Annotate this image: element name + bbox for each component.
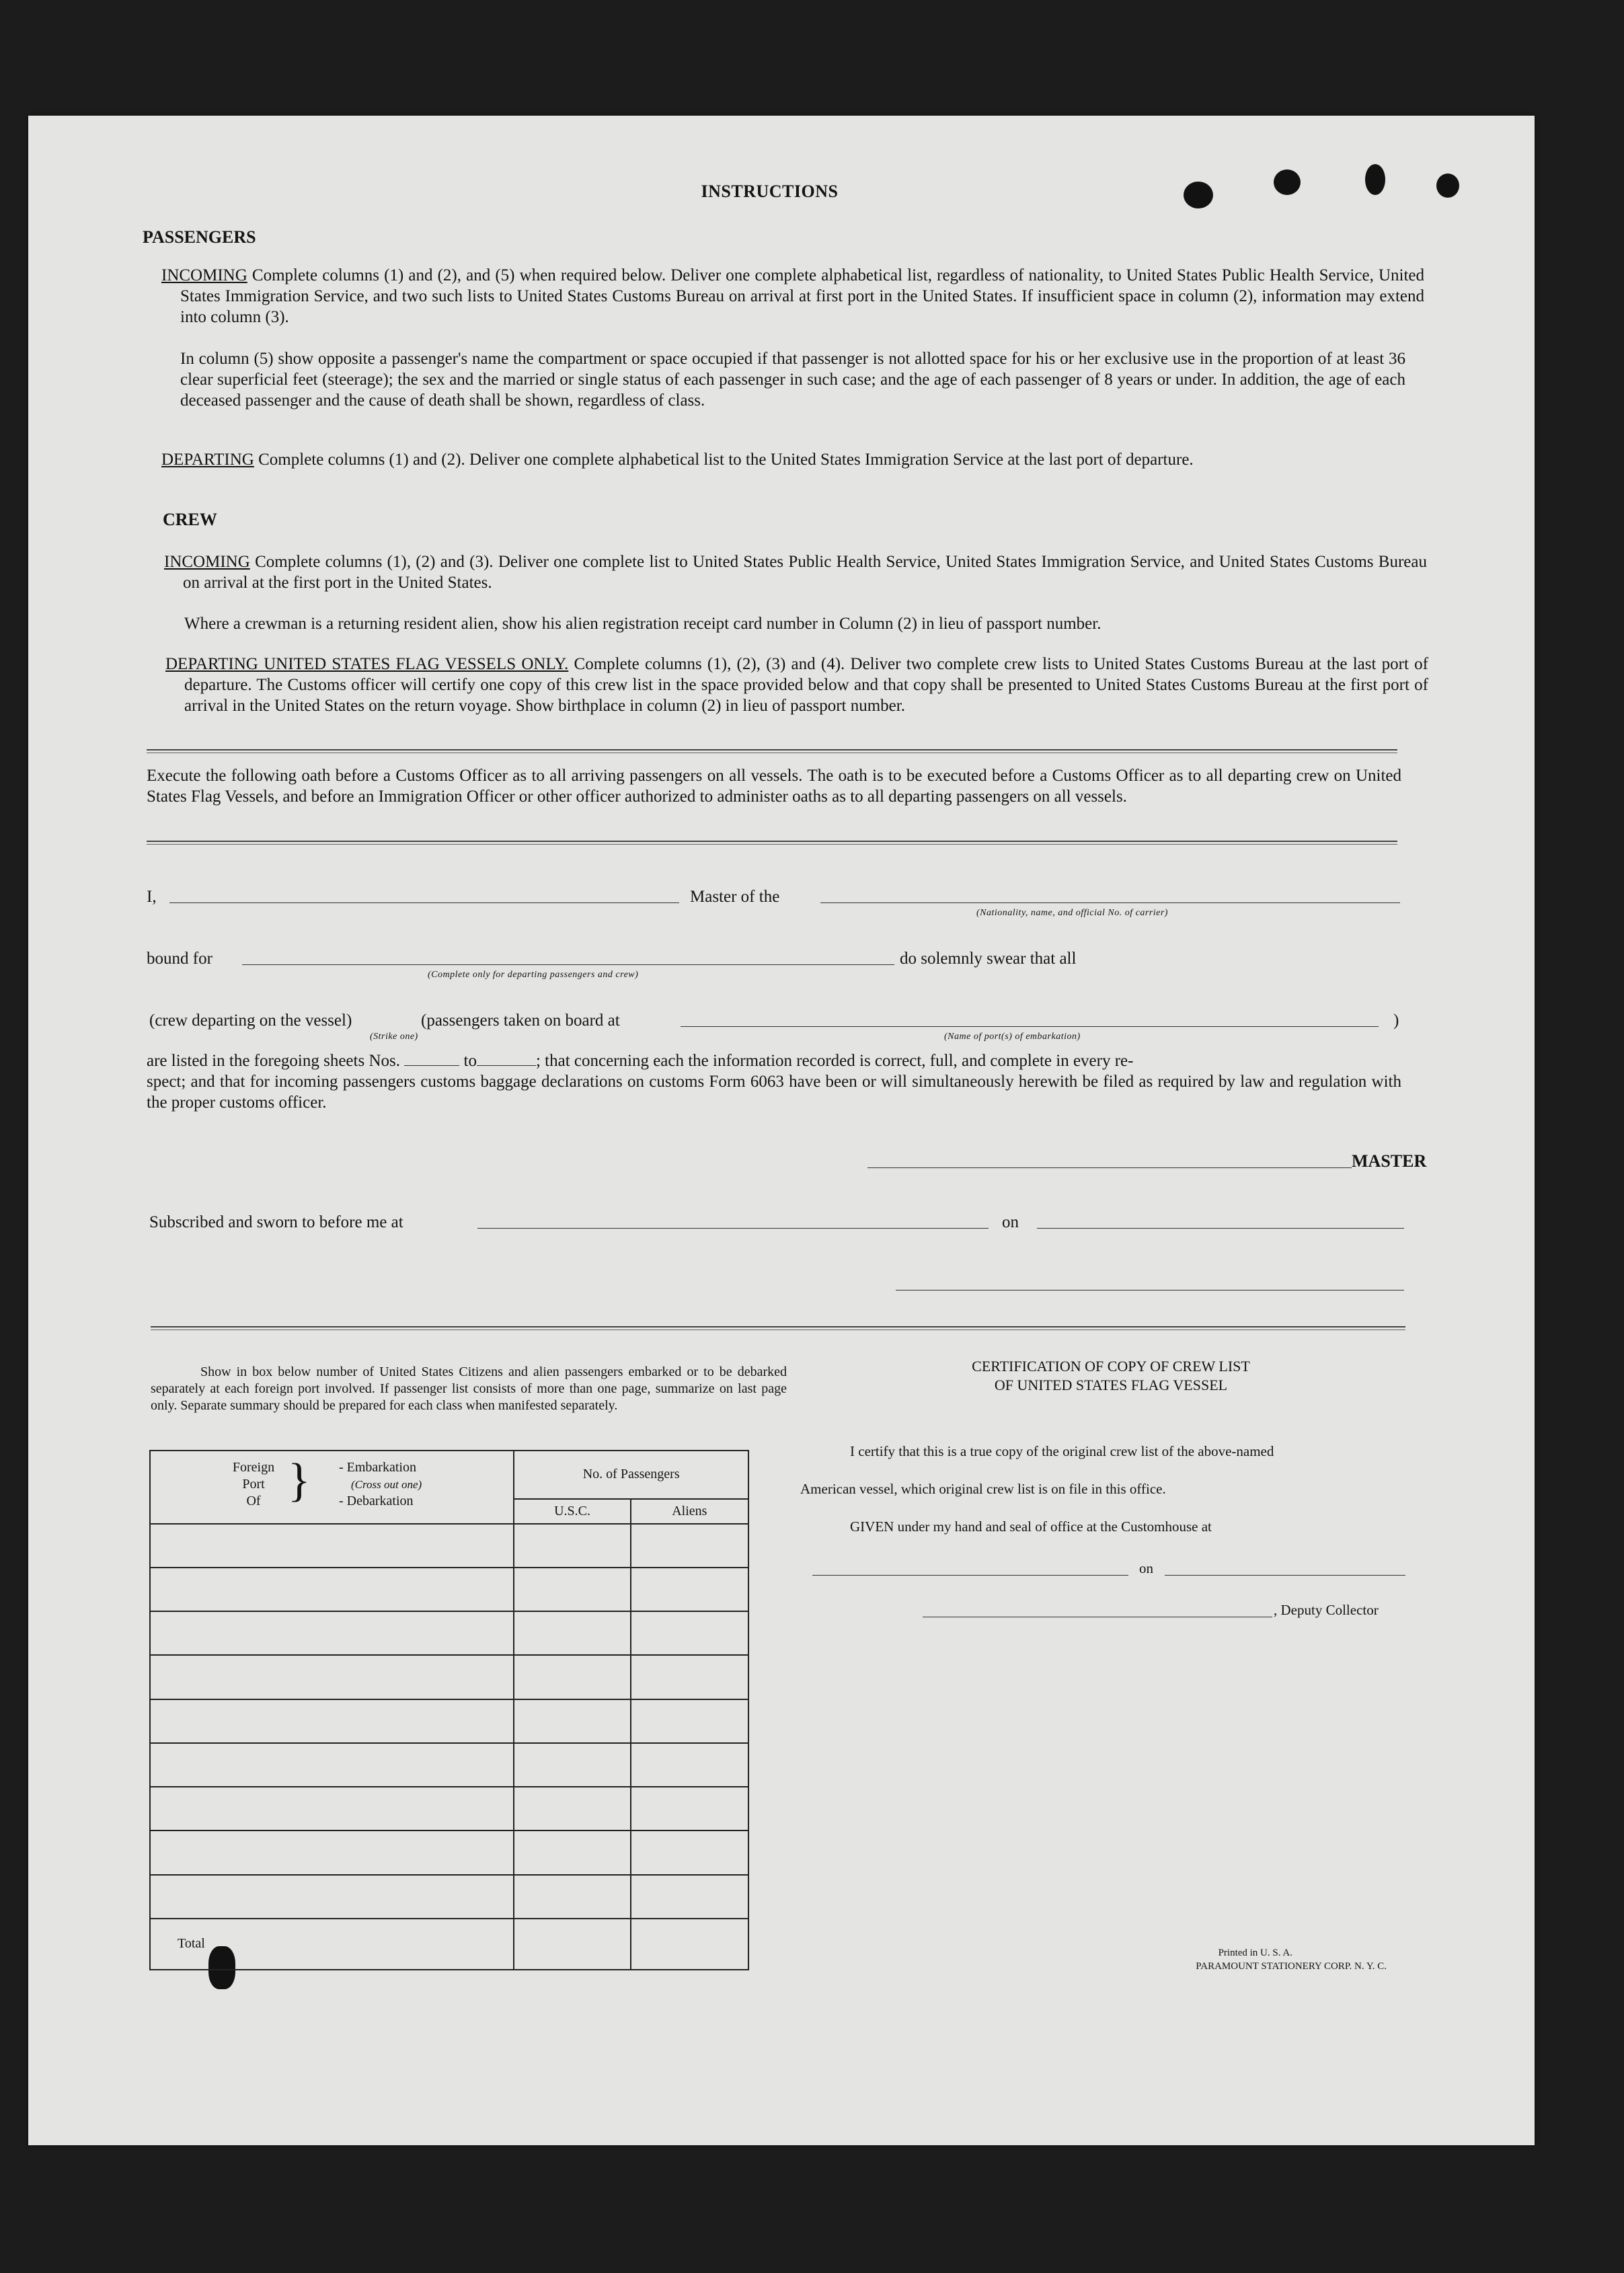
bound-for-label: bound for: [147, 950, 212, 968]
aliens-cell[interactable]: [631, 1787, 748, 1831]
master-signature-field[interactable]: [867, 1167, 1352, 1168]
crew-heading: CREW: [163, 510, 217, 529]
oath-i-label: I,: [147, 888, 157, 906]
port-cell[interactable]: [150, 1831, 514, 1874]
swear-text: do solemnly swear that all: [900, 950, 1077, 968]
bound-for-field[interactable]: [242, 964, 894, 965]
usc-total-cell[interactable]: [514, 1919, 630, 1970]
listed-line: [147, 1050, 1133, 1071]
certification-heading: [815, 1357, 1407, 1395]
embarkation-label: - Embarkation: [339, 1460, 416, 1475]
printer-imprint: [1104, 1946, 1387, 1973]
port-cell[interactable]: [150, 1699, 514, 1743]
master-of-label: Master of the: [690, 888, 780, 906]
usc-header: U.S.C.: [514, 1499, 630, 1524]
usc-cell[interactable]: [514, 1743, 630, 1787]
usc-cell[interactable]: [514, 1787, 630, 1831]
crew-incoming-paragraph: [164, 551, 1427, 593]
port-cell[interactable]: [150, 1611, 514, 1655]
certification-line-1: I certify that this is a true copy of the original crew list of the above-named: [850, 1443, 1274, 1459]
column5-paragraph: In column (5) show opposite a passenger's name the compartment or space occupied if that passenger is not allotted space for his or her exclusive use in the proportion of at least 36 clear superficial feet (steerage); the sex and the married or single status of each passenger in such case; and the age of each passenger of 8 years or under. In addition, the age of each deceased passenger and the cause of death shall be shown, regardless of class.: [180, 350, 1405, 410]
port-caption: (Name of port(s) of embarkation): [944, 1032, 1081, 1042]
sheet-to-field[interactable]: [477, 1053, 536, 1066]
usc-cell[interactable]: [514, 1831, 630, 1874]
port-cell[interactable]: [150, 1568, 514, 1611]
summary-instructions: Show in box below number of United States Citizens and alien passengers embarked or to be debarked separately at each foreign port involved. If passenger list consists of more than one page, summarize on last page only. Separate summary should be prepared for each class when manifested separately.: [151, 1364, 787, 1413]
debarkation-label: - Debarkation: [339, 1494, 414, 1508]
port-cell[interactable]: [150, 1743, 514, 1787]
listed-to: to: [463, 1052, 477, 1070]
port-cell[interactable]: [150, 1524, 514, 1568]
page-title: INSTRUCTIONS: [701, 182, 839, 201]
sworn-date-field[interactable]: [1037, 1228, 1404, 1229]
port-cell[interactable]: [150, 1787, 514, 1831]
departing-label: DEPARTING: [161, 451, 254, 469]
passengers-incoming-paragraph: [161, 265, 1424, 328]
port-cell[interactable]: [150, 1655, 514, 1699]
sworn-on-label: on: [1002, 1213, 1019, 1231]
foreign-label: Foreign: [232, 1460, 275, 1475]
listed-text: are listed in the foregoing sheets Nos.: [147, 1052, 400, 1070]
total-label: Total: [150, 1919, 514, 1970]
crew-incoming-text: Complete columns (1), (2) and (3). Deliver one complete list to United States Public Health Service, United States Immigration Service, and United States Customs Bureau on arrival at the first port in the United States.: [183, 553, 1427, 592]
port-label: Port: [242, 1477, 265, 1492]
usc-cell[interactable]: [514, 1611, 630, 1655]
aliens-cell[interactable]: [631, 1875, 748, 1919]
certification-on-label: on: [1139, 1560, 1153, 1576]
cross-out-caption: (Cross out one): [351, 1478, 422, 1491]
crew-departing-label: DEPARTING UNITED STATES FLAG VESSELS ONLY.: [165, 655, 569, 673]
port-cell[interactable]: [150, 1875, 514, 1919]
form-sheet: [28, 116, 1535, 2145]
of-label: Of: [246, 1494, 261, 1508]
aliens-cell[interactable]: [631, 1655, 748, 1699]
close-paren: ): [1393, 1011, 1399, 1030]
passenger-summary-table: [149, 1450, 749, 1970]
strike-one-caption: (Strike one): [370, 1032, 418, 1042]
passengers-heading: PASSENGERS: [143, 227, 256, 247]
aliens-cell[interactable]: [631, 1831, 748, 1874]
port-header-cell: [150, 1451, 514, 1524]
aliens-cell[interactable]: [631, 1611, 748, 1655]
usc-cell[interactable]: [514, 1875, 630, 1919]
crew-resident-paragraph: Where a crewman is a returning resident alien, show his alien registration receipt card number in Column (2) in lieu of passport number.: [184, 615, 1101, 633]
departing-text: Complete columns (1) and (2). Deliver one complete alphabetical list to the United States Immigration Service at the last port of departure.: [254, 451, 1194, 469]
divider: [147, 841, 1397, 845]
sheet-from-field[interactable]: [404, 1053, 459, 1066]
subscribed-label: Subscribed and sworn to before me at: [149, 1213, 403, 1231]
certification-heading-1: CERTIFICATION OF COPY OF CREW LIST: [972, 1358, 1250, 1375]
oath-intro: Execute the following oath before a Customs Officer as to all arriving passengers on all vessels. The oath is to be executed before a Customs Officer as to all departing crew on United States Flag Vessels, and before an Immigration Officer or other officer authorized to administer oaths as to all departing passengers on all vessels.: [147, 767, 1401, 806]
carrier-caption: (Nationality, name, and official No. of carrier): [976, 908, 1168, 918]
crew-departing-text: Complete columns (1), (2), (3) and (4). Deliver two complete crew lists to United States Customs Bureau at the last port of departure. The Customs officer will certify one copy of this crew list in the space provided below and that copy shall be presented to United States Customs Bureau at the first port of arrival in the United States on the return voyage. Show birthplace in column (2) in lieu of passport number.: [184, 655, 1428, 715]
divider: [147, 749, 1397, 753]
brace-icon: }: [288, 1455, 311, 1506]
passengers-departing-paragraph: [161, 449, 1424, 470]
printer-name: PARAMOUNT STATIONERY CORP. N. Y. C.: [1196, 1961, 1387, 1972]
certification-date-field[interactable]: [1165, 1575, 1405, 1576]
certification-line-3: GIVEN under my hand and seal of office at the Customhouse at: [850, 1518, 1212, 1535]
listed-text-3: spect; and that for incoming passengers customs baggage declarations on customs Form 6063 have been or will simultaneously herewith be filed as required by law and regulation with the proper customs officer.: [147, 1073, 1401, 1112]
divider: [151, 1326, 1405, 1330]
aliens-cell[interactable]: [631, 1568, 748, 1611]
aliens-cell[interactable]: [631, 1524, 748, 1568]
passengers-taken-option: (passengers taken on board at: [421, 1011, 620, 1030]
usc-cell[interactable]: [514, 1568, 630, 1611]
sworn-location-field[interactable]: [477, 1228, 989, 1229]
incoming-label: INCOMING: [161, 266, 247, 284]
listed-text-2: ; that concerning each the information recorded is correct, full, and complete in every re-: [535, 1052, 1134, 1070]
master-label: MASTER: [1352, 1151, 1427, 1171]
incoming-text: Complete columns (1) and (2), and (5) when required below. Deliver one complete alphabetical list, regardless of nationality, to United States Public Health Service, United States Immigration Service, and two such lists to United States Customs Bureau on arrival at first port in the United States. If insufficient space in column (2), information may extend into column (3).: [180, 266, 1424, 326]
aliens-cell[interactable]: [631, 1743, 748, 1787]
aliens-total-cell[interactable]: [631, 1919, 748, 1970]
aliens-cell[interactable]: [631, 1699, 748, 1743]
usc-cell[interactable]: [514, 1655, 630, 1699]
crew-incoming-label: INCOMING: [164, 553, 250, 571]
bound-caption: (Complete only for departing passengers and crew): [428, 970, 639, 980]
master-name-field[interactable]: [169, 902, 679, 903]
customhouse-field[interactable]: [812, 1575, 1128, 1576]
no-passengers-header: No. of Passengers: [514, 1451, 748, 1499]
usc-cell[interactable]: [514, 1524, 630, 1568]
usc-cell[interactable]: [514, 1699, 630, 1743]
embarkation-port-field[interactable]: [681, 1026, 1379, 1027]
crew-departing-option: (crew departing on the vessel): [149, 1011, 352, 1030]
aliens-header: Aliens: [631, 1499, 748, 1524]
certification-line-2: American vessel, which original crew list is on file in this office.: [800, 1481, 1166, 1497]
carrier-field[interactable]: [820, 902, 1400, 903]
printed-in-usa: Printed in U. S. A.: [1218, 1948, 1292, 1958]
crew-departing-paragraph: [165, 654, 1428, 716]
certification-heading-2: OF UNITED STATES FLAG VESSEL: [994, 1377, 1228, 1393]
deputy-collector-label: , Deputy Collector: [1274, 1602, 1379, 1618]
